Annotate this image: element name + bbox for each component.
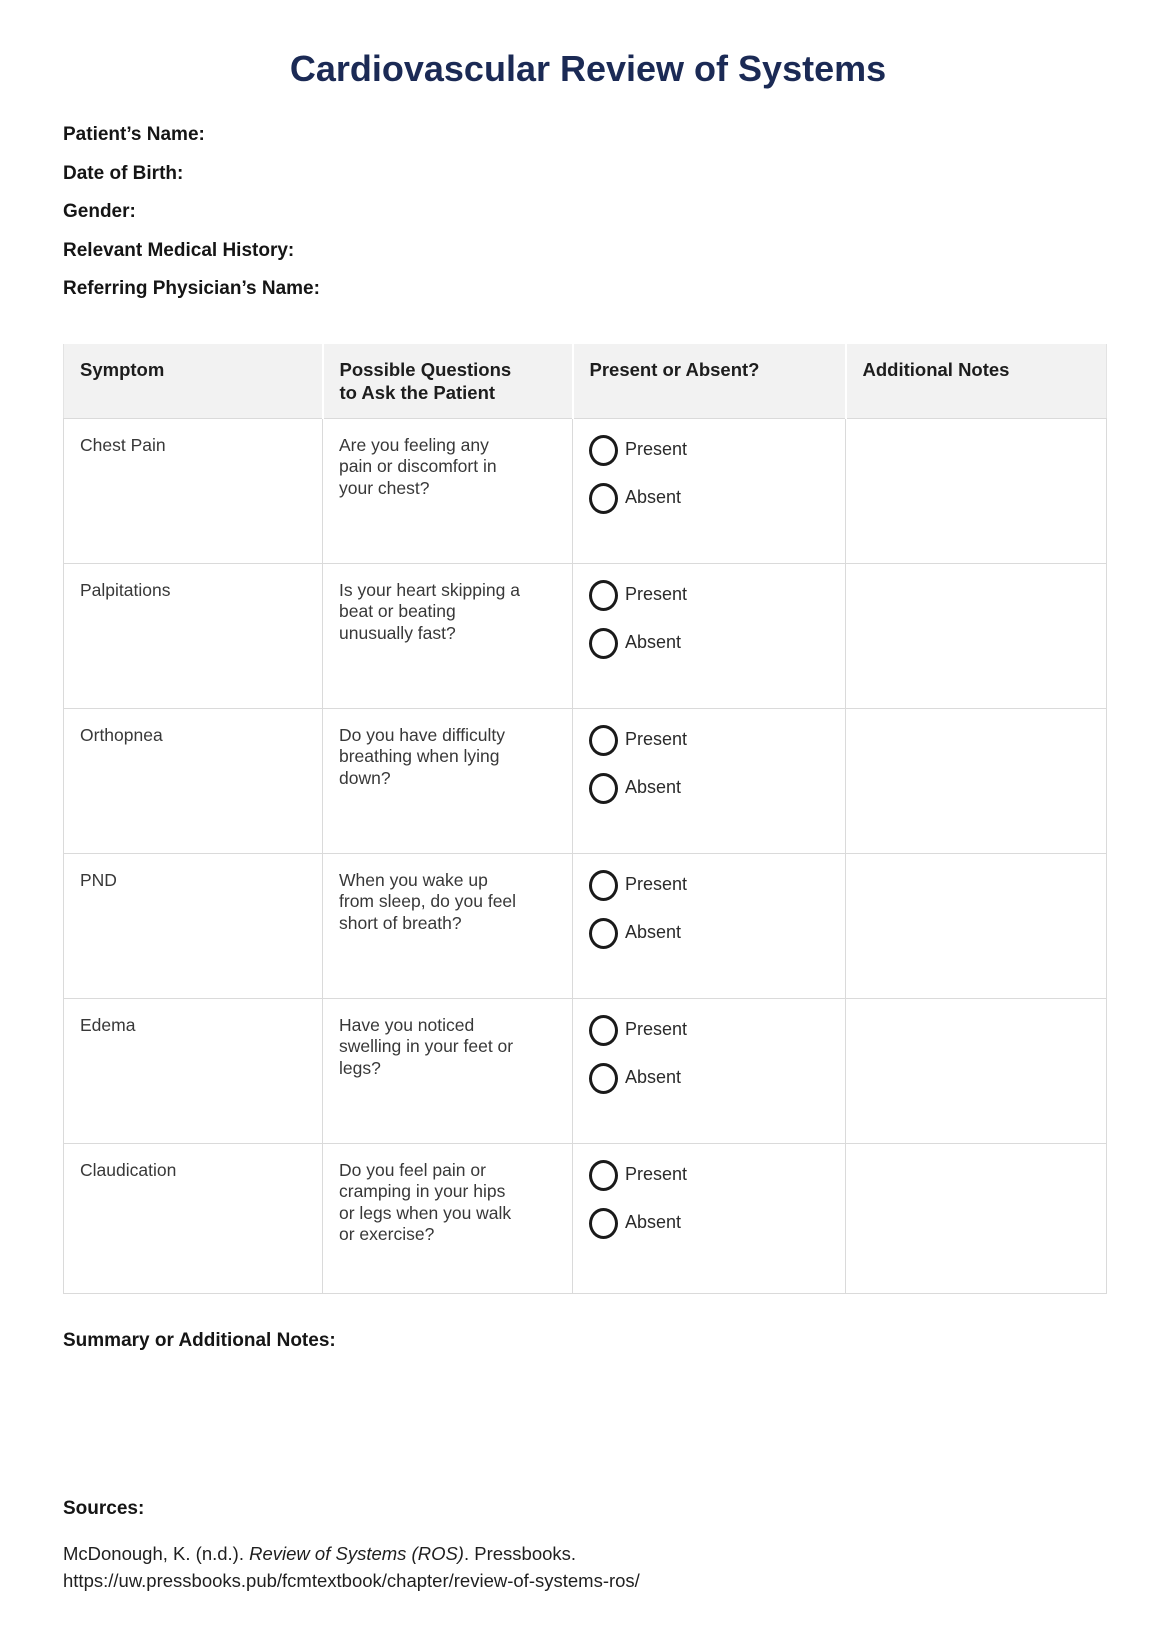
absent-radio[interactable]	[589, 773, 831, 804]
notes-cell	[846, 563, 1107, 708]
question-cell: Do you have difficulty breathing when lying down?	[323, 708, 573, 853]
present-label: Present	[625, 1164, 688, 1185]
citation-author: McDonough, K. (n.d.).	[63, 1543, 250, 1564]
citation-title: Review of Systems (ROS)	[249, 1543, 464, 1564]
absent-label: Absent	[625, 922, 682, 943]
field-gender: Gender:	[63, 201, 136, 223]
present-radio[interactable]	[589, 1015, 831, 1046]
radio-circle-icon[interactable]	[589, 580, 618, 611]
table-row	[64, 708, 1107, 853]
question-cell: Do you feel pain or cramping in your hips or legs when you walk or exercise?	[323, 1143, 573, 1293]
question-cell: Is your heart skipping a beat or beating unusually fast?	[323, 563, 573, 708]
present-radio[interactable]	[589, 725, 831, 756]
column-header-present-absent: Present or Absent?	[573, 344, 846, 418]
absent-label: Absent	[625, 487, 682, 508]
question-cell: When you wake up from sleep, do you feel short of breath?	[323, 853, 573, 998]
present-radio[interactable]	[589, 870, 831, 901]
table-row	[64, 418, 1107, 563]
radio-circle-icon[interactable]	[589, 918, 618, 949]
radio-circle-icon[interactable]	[589, 1160, 618, 1191]
table-row	[64, 1143, 1107, 1293]
symptom-table	[63, 344, 1107, 1294]
table-row	[64, 853, 1107, 998]
summary-notes-label: Summary or Additional Notes:	[63, 1330, 336, 1351]
question-cell: Are you feeling any pain or discomfort in your chest?	[323, 418, 573, 563]
absent-radio[interactable]	[589, 628, 831, 659]
notes-cell	[846, 708, 1107, 853]
absent-label: Absent	[625, 777, 682, 798]
radio-circle-icon[interactable]	[589, 435, 618, 466]
present-label: Present	[625, 584, 688, 605]
patient-info-section	[63, 116, 320, 309]
absent-radio[interactable]	[589, 918, 831, 949]
absent-label: Absent	[625, 632, 682, 653]
response-cell	[573, 998, 846, 1143]
source-citation	[63, 1540, 640, 1594]
field-medical-history: Relevant Medical History:	[63, 239, 295, 261]
radio-circle-icon[interactable]	[589, 725, 618, 756]
field-patient-name: Patient’s Name:	[63, 124, 205, 145]
radio-circle-icon[interactable]	[589, 483, 618, 514]
symptom-cell: Claudication	[64, 1143, 323, 1293]
field-date-of-birth: Date of Birth:	[63, 162, 184, 184]
radio-circle-icon[interactable]	[589, 628, 618, 659]
symptom-cell: PND	[64, 853, 323, 998]
notes-cell	[846, 1143, 1107, 1293]
symptom-cell: Chest Pain	[64, 418, 323, 563]
present-radio[interactable]	[589, 580, 831, 611]
page-title: Cardiovascular Review of Systems	[289, 48, 887, 89]
radio-circle-icon[interactable]	[589, 1063, 618, 1094]
radio-circle-icon[interactable]	[589, 773, 618, 804]
present-label: Present	[625, 1019, 688, 1040]
response-cell	[573, 853, 846, 998]
response-cell	[573, 418, 846, 563]
citation-publisher: . Pressbooks.	[463, 1543, 577, 1564]
notes-cell	[846, 853, 1107, 998]
notes-cell	[846, 998, 1107, 1143]
table-header-row	[64, 344, 1107, 418]
column-header-notes: Additional Notes	[846, 344, 1107, 418]
sources-label: Sources:	[63, 1498, 145, 1519]
absent-radio[interactable]	[589, 483, 831, 514]
response-cell	[573, 1143, 846, 1293]
table-row	[64, 563, 1107, 708]
response-cell	[573, 708, 846, 853]
absent-radio[interactable]	[589, 1063, 831, 1094]
radio-circle-icon[interactable]	[589, 1208, 618, 1239]
absent-label: Absent	[625, 1212, 682, 1233]
column-header-symptom: Symptom	[64, 344, 323, 418]
table-row	[64, 998, 1107, 1143]
column-header-questions: Possible Questions to Ask the Patient	[323, 344, 573, 418]
citation-url: https://uw.pressbooks.pub/fcmtextbook/chapter/review-of-systems-ros/	[63, 1570, 640, 1591]
field-referring-physician: Referring Physician’s Name:	[63, 278, 320, 300]
response-cell	[573, 563, 846, 708]
present-label: Present	[625, 729, 688, 750]
symptom-cell: Edema	[64, 998, 323, 1143]
present-radio[interactable]	[589, 435, 831, 466]
question-cell: Have you noticed swelling in your feet or legs?	[323, 998, 573, 1143]
absent-radio[interactable]	[589, 1208, 831, 1239]
symptom-cell: Orthopnea	[64, 708, 323, 853]
absent-label: Absent	[625, 1067, 682, 1088]
present-label: Present	[625, 439, 688, 460]
radio-circle-icon[interactable]	[589, 1015, 618, 1046]
notes-cell	[846, 418, 1107, 563]
present-label: Present	[625, 874, 688, 895]
symptom-cell: Palpitations	[64, 563, 323, 708]
present-radio[interactable]	[589, 1160, 831, 1191]
radio-circle-icon[interactable]	[589, 870, 618, 901]
